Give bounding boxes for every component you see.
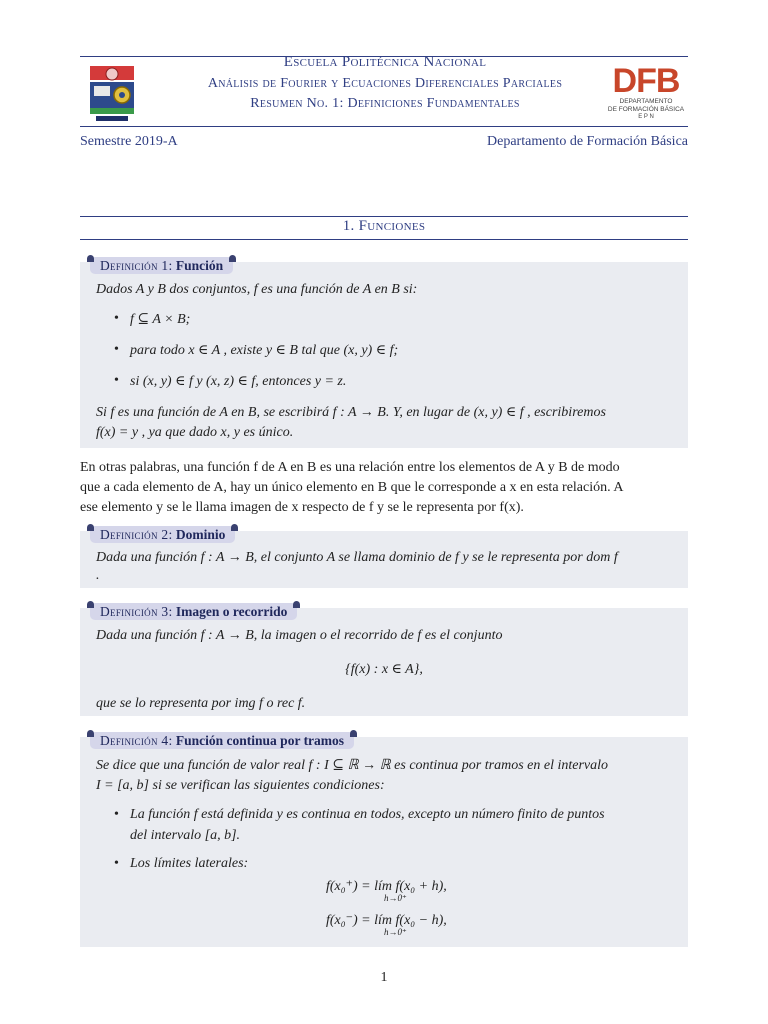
header-mid-rule [80,126,688,127]
definition-2-tag [90,526,235,543]
definition-4-bullet-2: • Los límites laterales: [130,856,248,872]
definition-4-formula-1-subscript: h→0⁺ [384,893,407,903]
semester-label: Semestre 2019-A [80,134,178,149]
department-label: Departamento de Formación Básica [487,134,688,149]
definition-1-title: Función [175,258,224,273]
definition-2-title: Dominio [175,527,226,542]
section-title: 1. Funciones [342,218,426,234]
body-paragraph-line-3: ese elemento y se le llama imagen de x respecto de f y se le representa por f(x). [80,500,524,515]
definition-4-label: Definición 4: [100,733,173,748]
definition-4-formula-1: f(x₀⁺) = lím f(x₀ + h), [326,879,447,894]
definition-1-intro: Dados A y B dos conjuntos, f es una función de A en B si: [96,282,418,297]
definition-3-line-1: Dada una función f : A → B, la imagen o el recorrido de f es el conjunto [96,628,503,643]
definition-1-closing-line-1: Si f es una función de A en B, se escribirá f : A → B. Y, en lugar de (x, y) ∈ f , escribiremos [96,405,606,420]
definition-3-formula: {f(x) : x ∈ A}, [345,662,423,677]
definition-3-label: Definición 3: [100,604,173,619]
definition-4-bullet-1-line-2: del intervalo [a, b]. [130,828,241,843]
dfb-logo-sub1: DEPARTAMENTO [619,98,673,105]
epn-logo [88,64,136,124]
definition-1-tag [90,257,233,274]
body-paragraph-line-1: En otras palabras, una función f de A en B es una relación entre los elementos de A y B de modo [80,460,620,475]
page-number: 1 [380,970,388,985]
dfb-logo [606,64,686,124]
definition-2-line-1: Dada una función f : A → B, el conjunto A se llama dominio de f y se le representa por dom f [96,550,618,565]
header-summary-title: Resumen No. 1: Definiciones Fundamentales [250,96,520,111]
header-school-name: Escuela Politécnica Nacional [283,54,487,70]
definition-1-label: Definición 1: [100,258,173,273]
definition-1-bullet-2: • para todo x ∈ A , existe y ∈ B tal que (x, y) ∈ f; [130,342,398,359]
definition-1-bullet-3: • si (x, y) ∈ f y (x, z) ∈ f, entonces y = z. [130,373,346,390]
header-course-name: Análisis de Fourier y Ecuaciones Diferenciales Parciales [207,76,563,91]
definition-3-title: Imagen o recorrido [175,604,288,619]
dfb-logo-mark: DFB [612,62,680,100]
definition-4-bullet-1-line-1: • La función f está definida y es continua en todos, excepto un número finito de puntos [130,807,605,823]
dfb-logo-sub2: DE FORMACIÓN BÁSICA [607,106,685,113]
definition-2-line-2: . [96,568,100,583]
section-top-rule [80,216,688,217]
definition-3-tag [90,603,297,620]
definition-4-tag [90,732,354,749]
definition-4-line-2: I = [a, b] si se verifican las siguientes condiciones: [96,778,385,793]
dfb-logo-sub3: E P N [638,114,654,120]
definition-4-formula-2-subscript: h→0⁺ [384,927,407,937]
definition-4-line-1: Se dice que una función de valor real f : I ⊆ ℝ → ℝ es continua por tramos en el intervalo [96,758,609,773]
definition-2-label: Definición 2: [100,527,173,542]
definition-1-closing-line-2: f(x) = y , ya que dado x, y es único. [96,425,294,440]
section-bottom-rule [80,239,688,240]
definition-3-line-2: que se lo representa por img f o rec f. [96,696,306,711]
definition-1-bullet-1: • f ⊆ A × B; [130,311,190,328]
definition-4-formula-2: f(x₀⁻) = lím f(x₀ − h), [326,913,447,928]
body-paragraph-line-2: que a cada elemento de A, hay un único elemento en B que le corresponde a x en esta relación. A [80,480,624,495]
definition-4-title: Función continua por tramos [175,733,345,748]
